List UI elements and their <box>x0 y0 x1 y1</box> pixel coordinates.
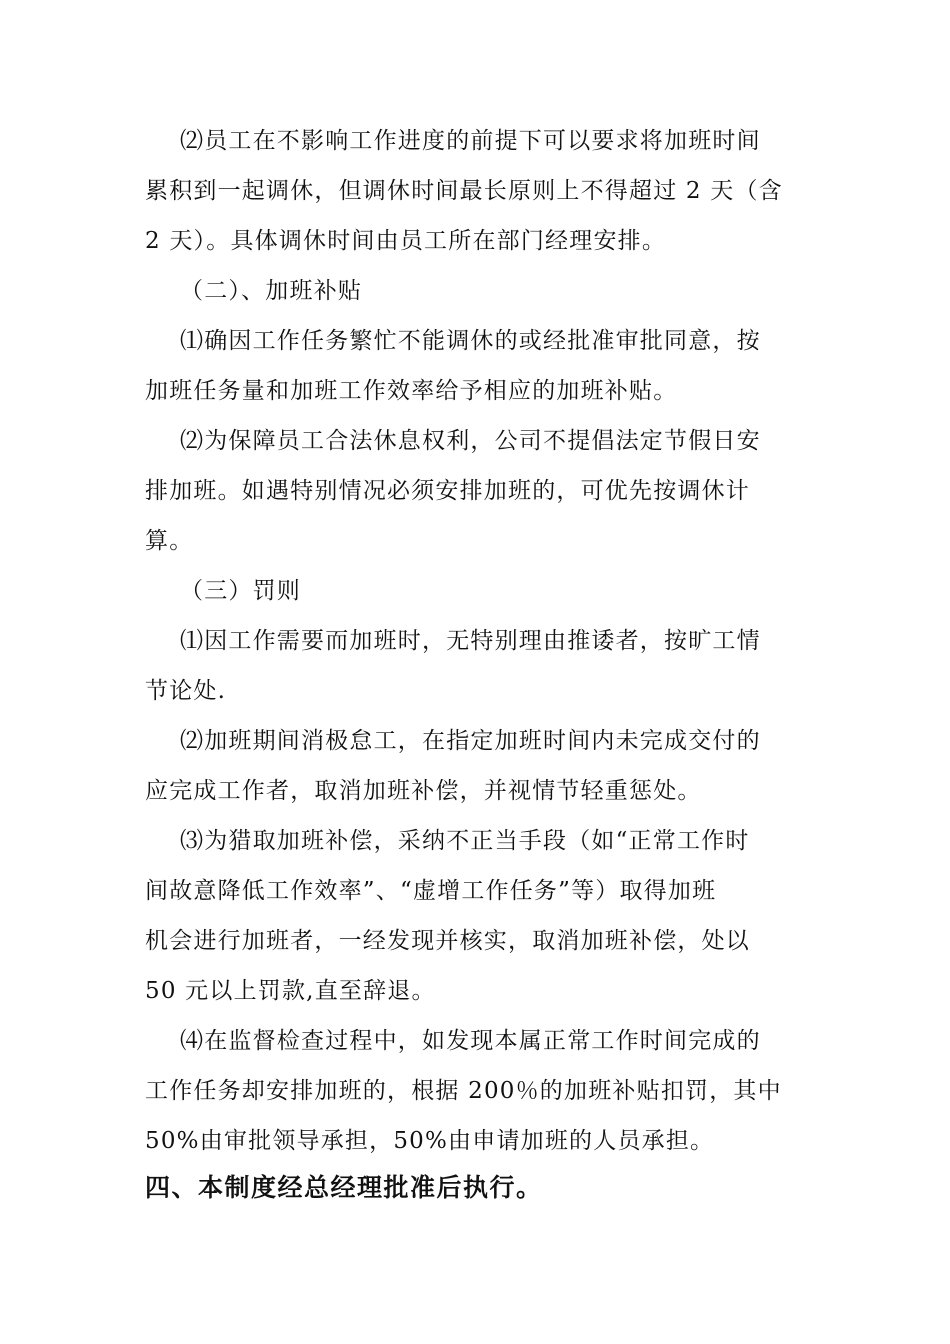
section-subheading: （三）罚则 <box>180 578 301 604</box>
section-heading: 四、本制度经总经理批准后执行。 <box>145 1173 543 1202</box>
paragraph-line: 加班任务量和加班工作效率给予相应的加班补贴。 <box>145 378 678 404</box>
section-subheading: （二）、加班补贴 <box>180 278 363 304</box>
paragraph-line: 工作任务却安排加班的，根据 200％的加班补贴扣罚，其中 <box>145 1078 782 1104</box>
paragraph-line: 应完成工作者，取消加班补偿，并视情节轻重惩处。 <box>145 778 702 804</box>
paragraph-line: ⑷在监督检查过程中，如发现本属正常工作时间完成的 <box>180 1028 761 1054</box>
paragraph-line: 算。 <box>145 528 194 554</box>
paragraph-line: ⑶为猎取加班补偿，采纳不正当手段（如“正常工作时 <box>180 828 750 854</box>
paragraph-line: 50%由审批领导承担，50%由申请加班的人员承担。 <box>145 1128 715 1154</box>
paragraph-line: 机会进行加班者，一经发现并核实，取消加班补偿，处以 <box>145 928 750 954</box>
paragraph-line: ⑵加班期间消极怠工，在指定加班时间内未完成交付的 <box>180 728 761 754</box>
paragraph-line: 间故意降低工作效率”、“虚增工作任务”等）取得加班 <box>145 878 717 904</box>
paragraph-line: 50 元以上罚款,直至辞退。 <box>145 978 436 1004</box>
paragraph-line: 排加班。如遇特别情况必须安排加班的，可优先按调休计 <box>145 478 750 504</box>
paragraph-line: 2 天）。具体调休时间由员工所在部门经理安排。 <box>145 228 667 254</box>
paragraph-line: ⑵员工在不影响工作进度的前提下可以要求将加班时间 <box>180 128 761 154</box>
paragraph-line: ⑴确因工作任务繁忙不能调休的或经批准审批同意，按 <box>180 328 761 354</box>
paragraph-line: 累积到一起调休，但调休时间最长原则上不得超过 2 天（含 <box>145 178 783 204</box>
paragraph-line: ⑴因工作需要而加班时，无特别理由推诿者，按旷工情 <box>180 628 761 654</box>
paragraph-line: 节论处. <box>145 678 227 704</box>
paragraph-line: ⑵为保障员工合法休息权利，公司不提倡法定节假日安 <box>180 428 761 454</box>
